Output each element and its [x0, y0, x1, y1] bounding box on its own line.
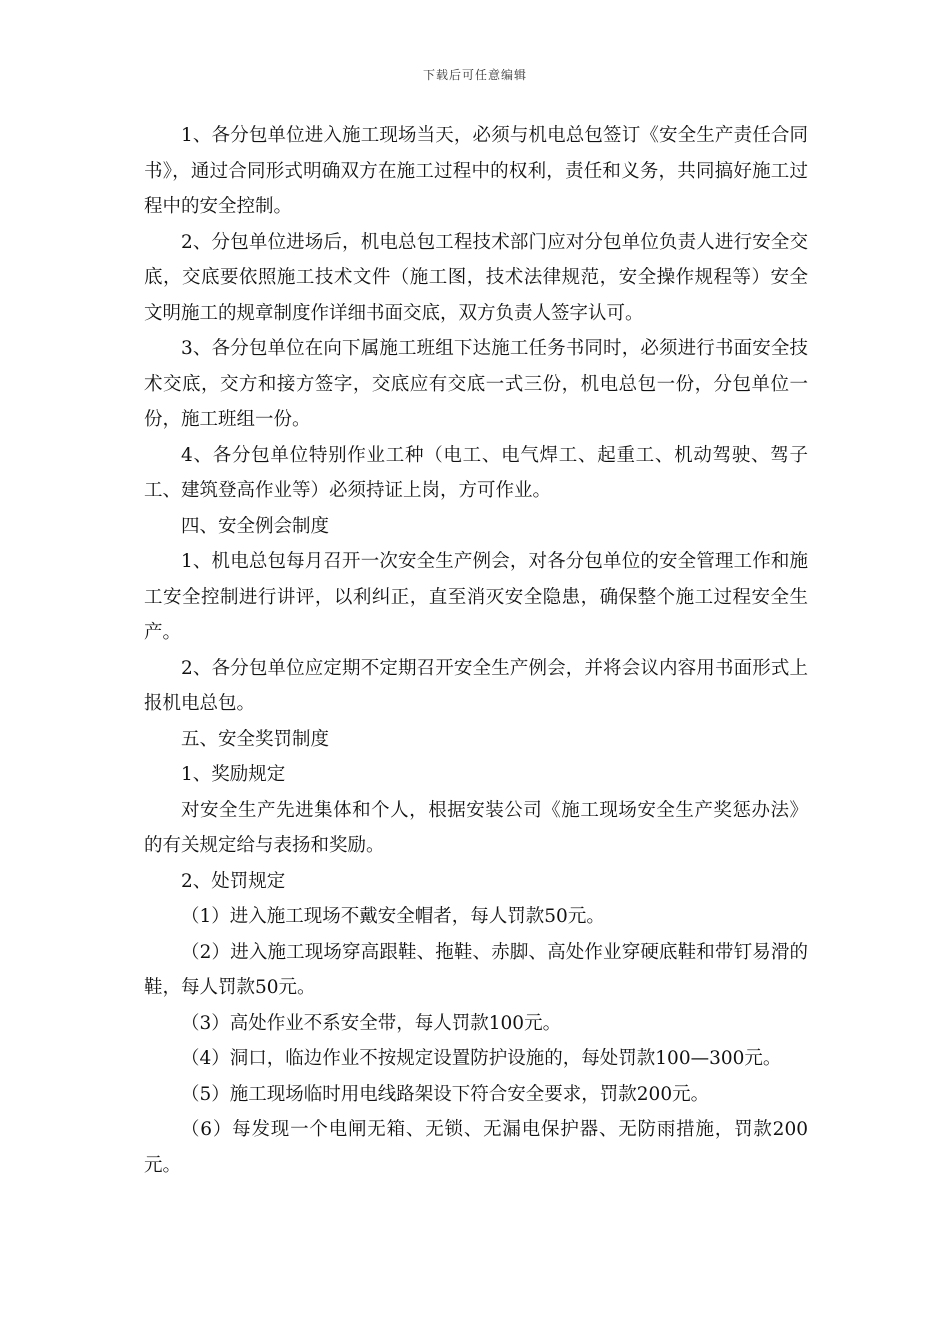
penalty-item-6: （6）每发现一个电闸无箱、无锁、无漏电保护器、无防雨措施，罚款200元。	[144, 1119, 808, 1176]
section-heading-rewards-penalties: 五、安全奖罚制度	[181, 728, 330, 750]
penalty-item-3: （3）高处作业不系安全带，每人罚款100元。	[181, 1012, 562, 1034]
penalty-item-2: （2）进入施工现场穿高跟鞋、拖鞋、赤脚、高处作业穿硬底鞋和带钉易滑的鞋，每人罚款50元。	[144, 941, 808, 998]
paragraph-1: 1、各分包单位进入施工现场当天，必须与机电总包签订《安全生产责任合同书》，通过合同形式明确双方在施工过程中的权利，责任和义务，共同搞好施工过程中的安全控制。	[144, 125, 808, 217]
section-heading-safety-meeting: 四、安全例会制度	[181, 515, 330, 537]
page-header: 下载后可任意编辑	[422, 68, 527, 82]
paragraph-7: 对安全生产先进集体和个人，根据安装公司《施工现场安全生产奖惩办法》的有关规定给与表扬和奖励。	[144, 799, 808, 856]
penalty-item-1: （1）进入施工现场不戴安全帽者，每人罚款50元。	[181, 906, 605, 927]
subheading-penalties: 2、处罚规定	[181, 870, 286, 892]
paragraph-3: 3、各分包单位在向下属施工班组下达施工任务书同时，必须进行书面安全技术交底，交方和接方签字，交底应有交底一式三份，机电总包一份，分包单位一份，施工班组一份。	[144, 338, 808, 430]
penalty-item-5: （5）施工现场临时用电线路架设下符合安全要求，罚款200元。	[181, 1083, 710, 1105]
document-body	[144, 118, 808, 1183]
paragraph-4: 4、各分包单位特别作业工种（电工、电气焊工、起重工、机动驾驶、驾子工、建筑登高作业等）必须持证上岗，方可作业。	[144, 444, 808, 501]
paragraph-5: 1、机电总包每月召开一次安全生产例会，对各分包单位的安全管理工作和施工安全控制进行讲评，以利纠正，直至消灭安全隐患，确保整个施工过程安全生产。	[144, 551, 808, 643]
subheading-rewards: 1、奖励规定	[181, 764, 286, 785]
penalty-item-4: （4）洞口，临边作业不按规定设置防护设施的，每处罚款100—300元。	[181, 1048, 782, 1069]
paragraph-6: 2、各分包单位应定期不定期召开安全生产例会，并将会议内容用书面形式上报机电总包。	[144, 657, 808, 714]
paragraph-2: 2、分包单位进场后，机电总包工程技术部门应对分包单位负责人进行安全交底，交底要依照施工技术文件（施工图，技术法律规范，安全操作规程等）安全文明施工的规章制度作详细书面交底，双方负责人签字认可。	[144, 231, 808, 324]
